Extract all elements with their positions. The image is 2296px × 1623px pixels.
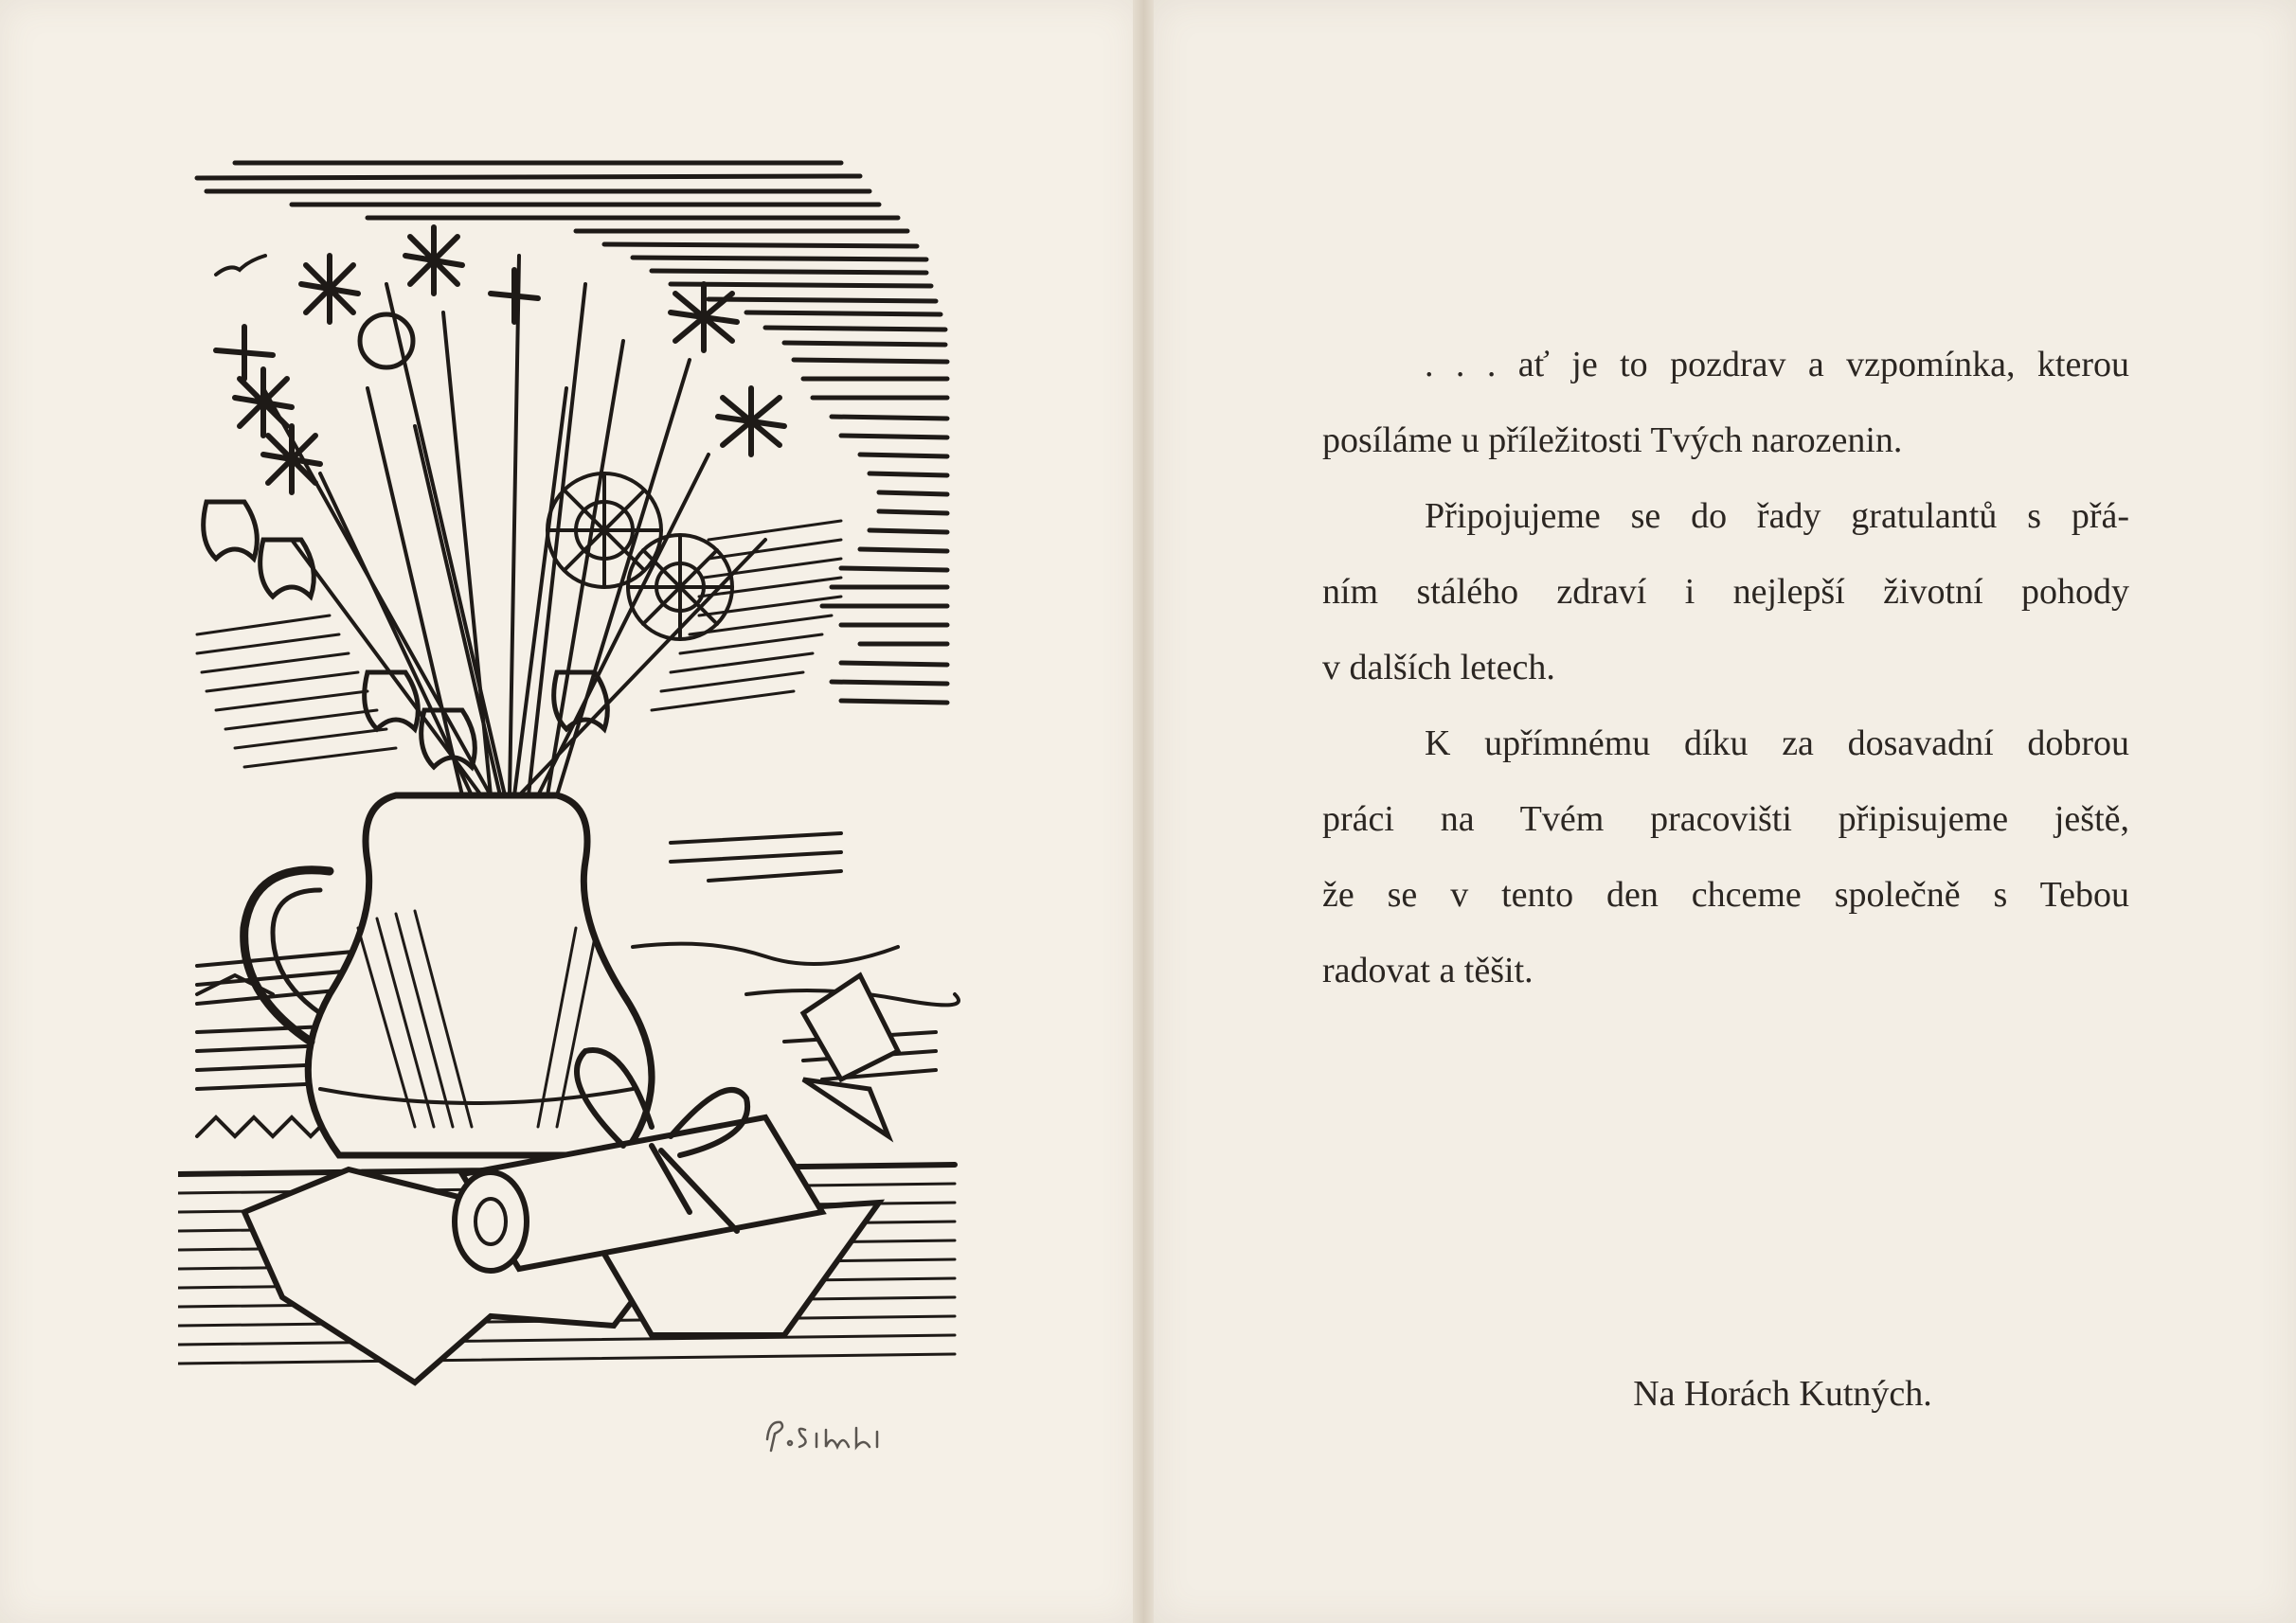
text-line: práci na Tvém pracovišti připisujeme ještě, [1322,799,2129,839]
left-page [0,0,1137,1623]
text-line: ním stálého zdraví i nejlepší životní pohody [1322,572,2129,612]
text-line: posíláme u příležitosti Tvých narozenin. [1322,420,1903,460]
closing-place: Na Horách Kutných. [1633,1374,1932,1414]
text-line: že se v tento den chceme společně s Tebou [1322,875,2129,915]
artist-signature [758,1401,928,1458]
paragraph-1 [1322,327,2129,478]
right-page [1154,0,2296,1623]
paragraph-3 [1322,705,2129,1008]
text-line: K upřímnému díku za dosavadní dobrou [1425,723,2129,763]
paragraph-2 [1322,478,2129,705]
text-line: Připojujeme se do řady gratulantů s přá- [1425,496,2129,536]
text-line: . . . ať je to pozdrav a vzpomínka, kterou [1425,345,2129,384]
text-line: radovat a těšit. [1322,951,1534,990]
woodcut-illustration [178,142,974,1392]
text-line: v dalších letech. [1322,648,1555,687]
greeting-text [1322,327,2129,1008]
